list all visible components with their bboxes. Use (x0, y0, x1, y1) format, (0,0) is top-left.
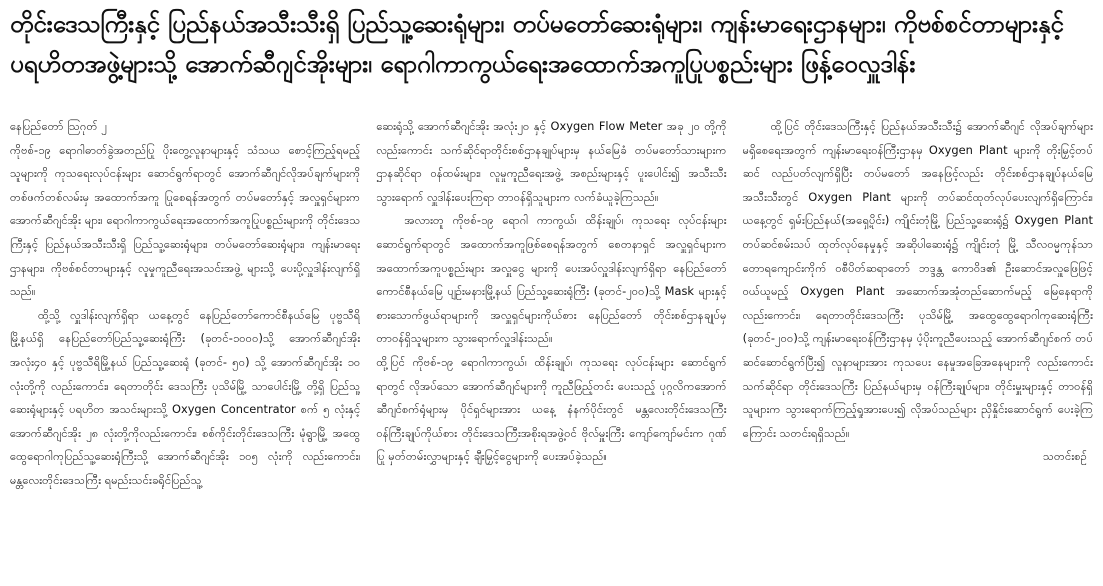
headline-line-1: တိုင်းဒေသကြီးနှင့် ပြည်နယ်အသီးသီးရှိ ပြည်သူ့ဆေးရုံများ၊ တပ်မတော်ဆေးရုံများ၊ ကျန်းမာရေးဌာနများ၊ ကိုဗစ်စင်တာများနှင့် (10, 10, 1064, 38)
column-1 (10, 115, 360, 584)
paragraph: ကိုဗစ်-၁၉ ရောဂါဓာတ်ခွဲအတည်ပြု ပိုးတွေ့လူနာများနှင့် သံသယ စောင့်ကြည့်ရမည့်သူများကို ကုသရေးလုပ်ငန်းများ ဆောင်ရွက်ရာတွင် အောက်ဆီဂျင်လိုအပ်ချက်များကို တစ်ဖက်တစ်လမ်းမှ အထောက်အကူ ပြုစေရန်အတွက် တပ်မတော်နှင့် အလှူရှင်များက အောက်ဆီဂျင်အိုး များ၊ ရောဂါကာကွယ်ရေးအထောက်အကူပြုပစ္စည်းများကို တိုင်းဒေသ ကြီးနှင့် ပြည်နယ်အသီးသီးရှိ ပြည်သူ့ဆေးရုံများ၊ တပ်မတော်ဆေးရုံများ၊ ကျန်းမာရေးဌာနများ၊ ကိုဗစ်စင်တာများနှင့် လူမှုကူညီရေးအသင်းအဖွဲ့ များသို့ ပေးပို့လှူဒါန်းလျက်ရှိသည်။ (10, 142, 361, 299)
column-2 (376, 115, 726, 584)
article-body (10, 115, 1093, 584)
paragraph: ထို့သို့ လှူဒါန်းလျက်ရှိရာ ယနေ့တွင် နေပြည်တော်ကောင်စီနယ်မြေ ပုဗ္ဗသီရိမြို့နယ်ရှိ နေပြည်တော်ပြည်သူ့ဆေးရုံကြီး (ခုတင်-၁၀၀၀)သို့ အောက်ဆီဂျင်အိုး အလုံး၄၀ နှင့် ပုဗ္ဗသီရိမြို့နယ် ပြည်သူ့ဆေးရုံ (ခုတင်- ၅၀) သို့ အောက်ဆီဂျင်အိုး ၁၀ လုံးတို့ကို လည်းကောင်း၊ ရေတာတိုင်း ဒေသကြီး ပုသိမ်မြို့ သာပေါင်းမြို့ တို့ရှိ ပြည်သူ့ဆေးရုံများနှင့် ပရဟိတ အသင်းများသို့ Oxygen Concentrator စက် ၅ လုံးနှင့် အောက်ဆီဂျင်အိုး ၂၈ လုံးတို့ကိုလည်းကောင်း၊ စစ်ကိုင်းတိုင်းဒေသကြီး မုံရွာမြို့ အထွေ ထွေရောဂါကုပြည်သူ့ဆေးရုံကြီးသို့ အောက်ဆီဂျင်အိုး ၁၀၅ လုံးကို လည်းကောင်း၊ မန္တလေးတိုင်းဒေသကြီး ရမည်းသင်းခရိုင်ပြည်သူ့ (10, 307, 361, 487)
column-3 (743, 115, 1093, 584)
paragraph: ထို့ပြင် ကိုဗစ်-၁၉ ရောဂါကာကွယ်၊ ထိန်းချုပ်၊ ကုသရေး လုပ်ငန်းများ ဆောင်ရွက်ရာတွင် လိုအပ်သော အောက်ဆီဂျင်များကို ကူညီဖြည့်တင်း ပေးသည့် ပုဂ္ဂလိကအောက်ဆီဂျင်စက်ရုံများမှ ပိုင်ရှင်များအား ယနေ့ နံနက်ပိုင်းတွင် မန္တလေးတိုင်းဒေသကြီးဝန်ကြီးချုပ်ကိုယ်စား တိုင်းဒေသကြီးအစိုးရအဖွဲ့ဝင် ဗိုလ်မှူးကြီး ကျော်ကျော်မင်းက ဂုဏ်ပြု မှတ်တမ်းလွှာများနှင့် ချီးမြှင့်ငွေများကို ပေးအပ်ခဲ့သည်။ (376, 354, 727, 464)
article-headline (10, 4, 1093, 84)
byline: သတင်းစဉ် (1042, 449, 1087, 464)
paragraph: ထို့ပြင် တိုင်းဒေသကြီးနှင့် ပြည်နယ်အသီးသီး၌ အောက်ဆီဂျင် လိုအပ်ချက်များ မရှိစေရေးအတွက် ကျန်းမာရေးဝန်ကြီးဌာနမှ Oxygen Plant များကို တိုးမြှင့်တပ်ဆင် လည်ပတ်လျက်ရှိပြီး တပ်မတော် အနေဖြင့်လည်း တိုင်းစစ်ဌာနချုပ်နယ်မြေအသီးသီးတွင် Oxygen Plant များကို တပ်ဆင်ထုတ်လုပ်ပေးလျက်ရှိကြောင်း၊ ယနေ့တွင် ရှမ်းပြည်နယ်(အရှေ့ပိုင်း) ကျိုင်းတုံမြို့ ပြည်သူ့ဆေးရုံ၌ Oxygen Plant တပ်ဆင်စမ်းသပ် ထုတ်လုပ်နေမှုနှင့် အဆိုပါဆေးရုံ၌ ကျိုင်းတုံ မြို့ သီလဝမ္မကုန်သာတောရကျောင်းကိုက် ဝစီပိတ်ဆရာတော် ဘဒ္ဒန္တ ကောဝိဒ၏ ဦးဆောင်အလှူဖြေဖြင့် ဝယ်ယူမည့် Oxygen Plant အဆောက်အအုံတည်ဆောက်မည့် မြေနေရာကိုလည်းကောင်း၊ ရေတာတိုင်းဒေသကြီး ပုသိမ်မြို့ အထွေထွေရောဂါကုဆေးရုံကြီး (ခုတင်-၂၀၀)သို့ ကျန်းမာရေးဝန်ကြီးဌာနမှ ပံ့ပိုးကူညီပေးသည့် အောက်ဆီဂျင်စက် တပ်ဆင်ဆောင်ရွက်ပြီး၍ လူနာများအား ကုသပေး နေမှုအခြေအနေများကို လည်းကောင်း သက်ဆိုင်ရာ တိုင်းဒေသကြီး ပြည်နယ်များမှ ဝန်ကြီးချုပ်များ၊ တိုင်းမှူးများနှင့် တာဝန်ရှိသူများက သွားရောက်ကြည့်ရှုအားပေး၍ လိုအပ်သည်များ ညှိနှိုင်းဆောင်ရွက် ပေးခဲ့ကြကြောင်း သတင်းရရှိသည်။ (742, 119, 1093, 440)
paragraph: ဆေးရုံသို့ အောက်ဆီဂျင်အိုး အလုံး၂၀ နှင့် Oxygen Flow Meter အခု ၂၀ တို့ကို လည်းကောင်း သက်ဆိုင်ရာတိုင်းစစ်ဌာနချုပ်များမှ နယ်မြေခံ တပ်မတော်သားများက ဌာနဆိုင်ရာ ဝန်ထမ်းများ၊ လူမှုကူညီရေးအဖွဲ့ အစည်းများနှင့် ပူးပေါင်း၍ အသီးသီးသွားရောက် လှူဒါန်းပေးကြရာ တာဝန်ရှိသူများက လက်ခံယူခဲ့ကြသည်။ (376, 119, 727, 204)
paragraph: အလားတူ ကိုဗစ်-၁၉ ရောဂါ ကာကွယ်၊ ထိန်းချုပ်၊ ကုသရေး လုပ်ငန်းများဆောင်ရွက်ရာတွင် အထောက်အကူဖြစ်စေရန်အတွက် စေတနာရှင် အလှူရှင်များက အထောက်အကူပစ္စည်းများ အလှူငွေ များကို ပေးအပ်လှူဒါန်းလျက်ရှိရာ နေပြည်တော်ကောင်စီနယ်မြေ ပျဉ်းမနားမြို့နယ် ပြည်သူ့ဆေးရုံကြီး (ခုတင်-၂၀၀)သို့ Mask များနှင့် စားသောက်ဖွယ်ရာများကို အလှူရှင်များကိုယ်စား နေပြည်တော် တိုင်းစစ်ဌာနချုပ်မှ တာဝန်ရှိသူများက သွားရောက်လှူဒါန်းသည်။ (376, 213, 727, 346)
headline-line-2: ပရဟိတအဖွဲ့များသို့ အောက်ဆီဂျင်အိုးများ၊ ရောဂါကာကွယ်ရေးအထောက်အကူပြုပစ္စည်းများ ဖြန့်ဝေလှူဒါန်း (10, 50, 916, 78)
dateline: နေပြည်တော် ဩဂုတ် ၂ (10, 119, 107, 133)
